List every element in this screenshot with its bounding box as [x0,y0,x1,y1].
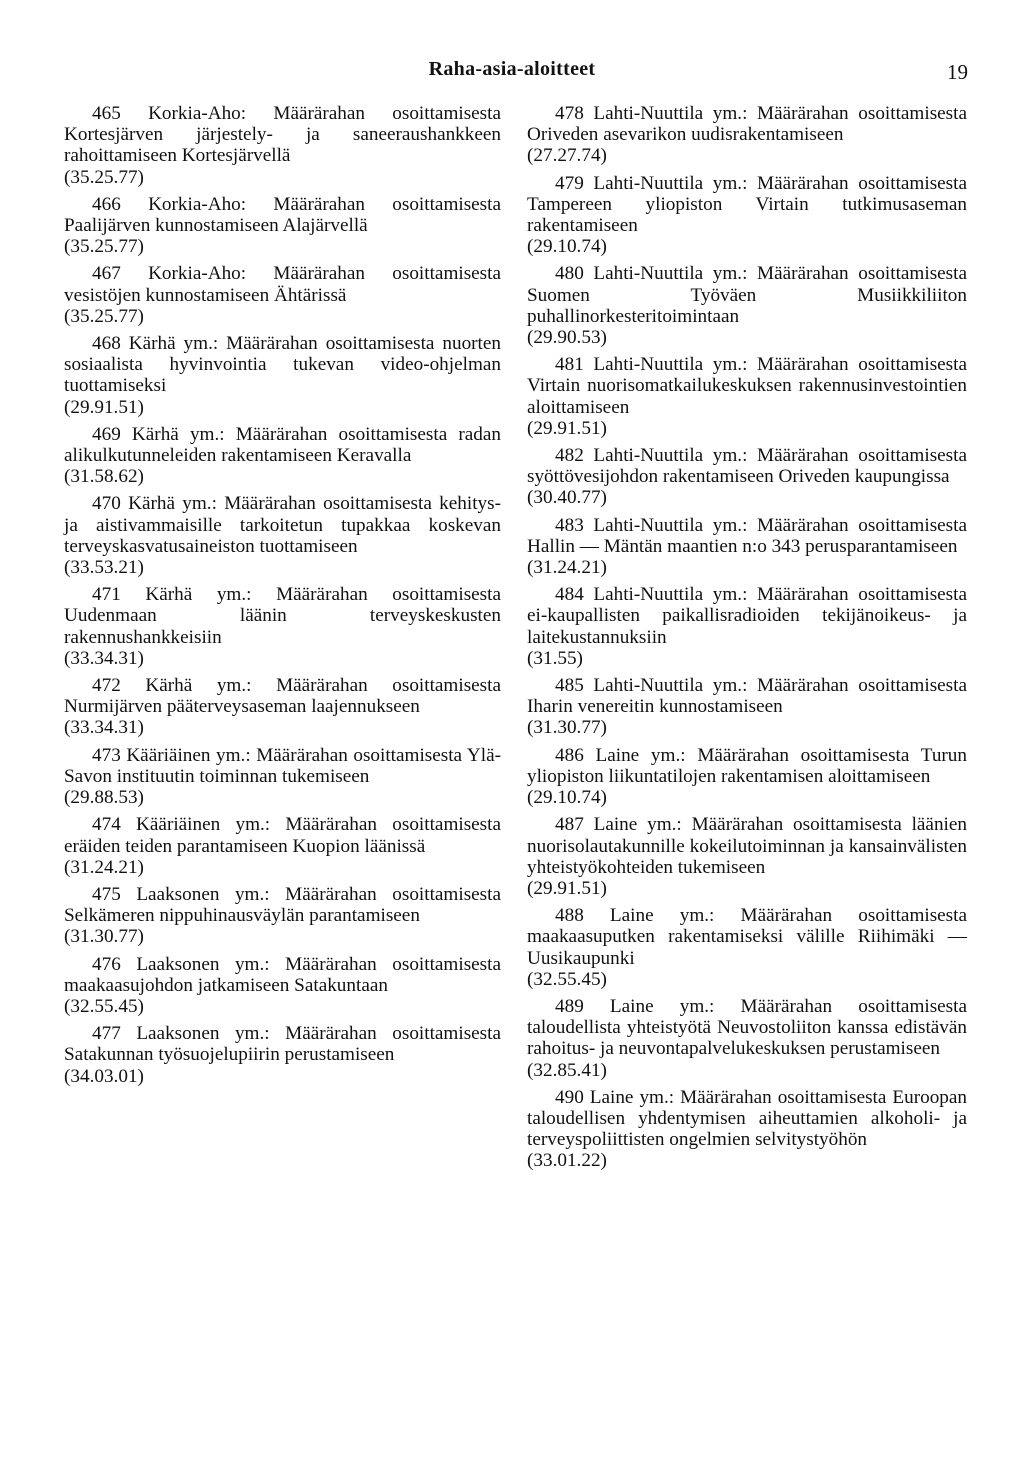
list-item [64,493,501,578]
entry-text: 469 Kärhä ym.: Määrärahan osoittamisesta radan alikulkutunneleiden rakentamiseen Keravalla [64,423,501,467]
list-item [527,996,967,1081]
right-column [527,103,967,1178]
list-item [64,194,501,258]
entry-code: (33.53.21) [64,557,144,579]
entry-text: 482 Lahti-Nuuttila ym.: Määrärahan osoittamisesta syöttövesijohdon rakentamiseen Oriveden kaupungissa [527,445,967,488]
entry-code: (35.25.77) [64,305,144,327]
entry-text: 481 Lahti-Nuuttila ym.: Määrärahan osoittamisesta Virtain nuorisomatkailukeskuksen rakennusinvestointien aloittamiseen [527,354,967,418]
entry-code: (29.91.51) [527,417,607,439]
entry-code: (29.91.51) [64,396,144,418]
entry-code: (32.55.45) [64,995,144,1017]
entry-code: (29.10.74) [527,236,607,258]
list-item [64,424,501,488]
list-item [64,1023,501,1087]
entry-code: (27.27.74) [527,145,607,167]
list-item [64,814,501,878]
entry-text: 485 Lahti-Nuuttila ym.: Määrärahan osoittamisesta Iharin venereitin kunnostamiseen [527,675,967,718]
entry-text: 474 Kääriäinen ym.: Määrärahan osoittamisesta eräiden teiden parantamiseen Kuopion läänissä [64,814,501,857]
entry-code: (29.91.51) [527,877,607,899]
entry-text: 475 Laaksonen ym.: Määrärahan osoittamisesta Selkämeren nippuhinausväylän parantamiseen [64,883,501,927]
list-item [527,263,967,348]
entry-text: 486 Laine ym.: Määrärahan osoittamisesta Turun yliopiston liikuntatilojen rakentamisen aloittamiseen [527,744,967,787]
entry-text: 484 Lahti-Nuuttila ym.: Määrärahan osoittamisesta ei-kaupallisten paikallisradioiden tekijänoikeus- ja laitekustannuksiin [527,584,967,648]
list-item [64,103,501,188]
entry-text: 472 Kärhä ym.: Määrärahan osoittamisesta Nurmijärven pääterveysaseman laajennukseen [64,675,501,718]
entry-text: 471 Kärhä ym.: Määrärahan osoittamisesta Uudenmaan läänin terveyskeskusten rakennushankkeisiin [64,584,501,648]
entry-code: (33.34.31) [64,717,144,739]
entry-code: (32.55.45) [527,968,607,990]
page-number: 19 [947,60,968,84]
entry-text: 487 Laine ym.: Määrärahan osoittamisesta läänien nuorisolautakunnille kokeilutoiminnan ja kansainvälisten yhteistyökohteiden tukemiseen [527,814,967,878]
list-item [64,954,501,1018]
entry-text: 480 Lahti-Nuuttila ym.: Määrärahan osoittamisesta Suomen Työväen Musiikkiliiton puhallinorkesteritoimintaan [527,263,967,327]
entry-text: 473 Kääriäinen ym.: Määrärahan osoittamisesta Ylä-Savon instituutin toiminnan tukemiseen [64,744,501,787]
list-item [527,515,967,579]
entry-text: 465 Korkia-Aho: Määrärahan osoittamisesta Kortesjärven järjestely- ja saneeraushankkeen rahoittamiseen Kortesjärvellä [64,103,501,167]
list-item [527,445,967,509]
entry-code: (30.40.77) [527,487,607,509]
list-item [64,675,501,739]
entry-code: (29.90.53) [527,327,607,349]
list-item [64,333,501,418]
running-header-title: Raha-asia-aloitteet [428,58,596,80]
list-item [527,103,967,167]
entry-code: (31.24.21) [527,557,607,579]
entry-text: 489 Laine ym.: Määrärahan osoittamisesta taloudellista yhteistyötä Neuvostoliiton kanssa edistävän rahoitus- ja neuvontapalvelukeskuksen perustamiseen [527,995,967,1060]
entry-code: (32.85.41) [527,1059,607,1081]
list-item [527,745,967,809]
list-item [527,354,967,439]
entry-code: (33.01.22) [527,1150,607,1172]
entry-code: (31.58.62) [64,466,144,488]
entry-code: (31.55) [527,647,583,669]
entry-text: 468 Kärhä ym.: Määrärahan osoittamisesta nuorten sosiaalista hyvinvointia tukevan video-ohjelman tuottamiseksi [64,333,501,397]
entry-text: 483 Lahti-Nuuttila ym.: Määrärahan osoittamisesta Hallin — Mäntän maantien n:o 343 perusparantamiseen [527,514,967,557]
entry-code: (33.34.31) [64,647,144,669]
entry-code: (29.10.74) [527,787,607,809]
left-column [64,103,501,1093]
list-item [64,745,501,809]
entry-code: (35.25.77) [64,236,144,258]
list-item [527,584,967,669]
entry-code: (34.03.01) [64,1065,144,1087]
list-item [527,675,967,739]
entry-code: (31.30.77) [527,717,607,739]
list-item [527,905,967,990]
list-item [64,584,501,669]
entry-code: (31.30.77) [64,926,144,948]
entry-code: (29.88.53) [64,787,144,809]
entry-code: (35.25.77) [64,166,144,188]
entry-text: 467 Korkia-Aho: Määrärahan osoittamisesta vesistöjen kunnostamiseen Ähtärissä [64,263,501,306]
entry-text: 478 Lahti-Nuuttila ym.: Määrärahan osoittamisesta Oriveden asevarikon uudisrakentamiseen [527,103,967,146]
entry-text: 477 Laaksonen ym.: Määrärahan osoittamisesta Satakunnan työsuojelupiirin perustamiseen [64,1023,501,1066]
list-item [527,1087,967,1172]
list-item [527,814,967,899]
entry-text: 470 Kärhä ym.: Määrärahan osoittamisesta kehitys- ja aistivammaisille tarkoitetun tupakkaa koskevan terveyskasvatusaineiston tuottamiseen [64,493,501,557]
list-item [64,884,501,948]
entry-code: (31.24.21) [64,856,144,878]
entry-text: 490 Laine ym.: Määrärahan osoittamisesta Euroopan taloudellisen yhdentymisen aiheuttamien alkoholi- ja terveyspoliittisten ongelmien selvitystyöhön [527,1086,967,1151]
entry-text: 479 Lahti-Nuuttila ym.: Määrärahan osoittamisesta Tampereen yliopiston Virtain tutkimusaseman rakentamiseen [527,172,967,237]
entry-text: 476 Laaksonen ym.: Määrärahan osoittamisesta maakaasujohdon jatkamiseen Satakuntaan [64,953,501,996]
entry-text: 466 Korkia-Aho: Määrärahan osoittamisesta Paalijärven kunnostamiseen Alajärvellä [64,193,501,237]
list-item [64,263,501,327]
entry-text: 488 Laine ym.: Määrärahan osoittamisesta maakaasuputken rakentamiseksi välille Riihimäki — Uusikaupunki [527,905,967,969]
list-item [527,173,967,258]
